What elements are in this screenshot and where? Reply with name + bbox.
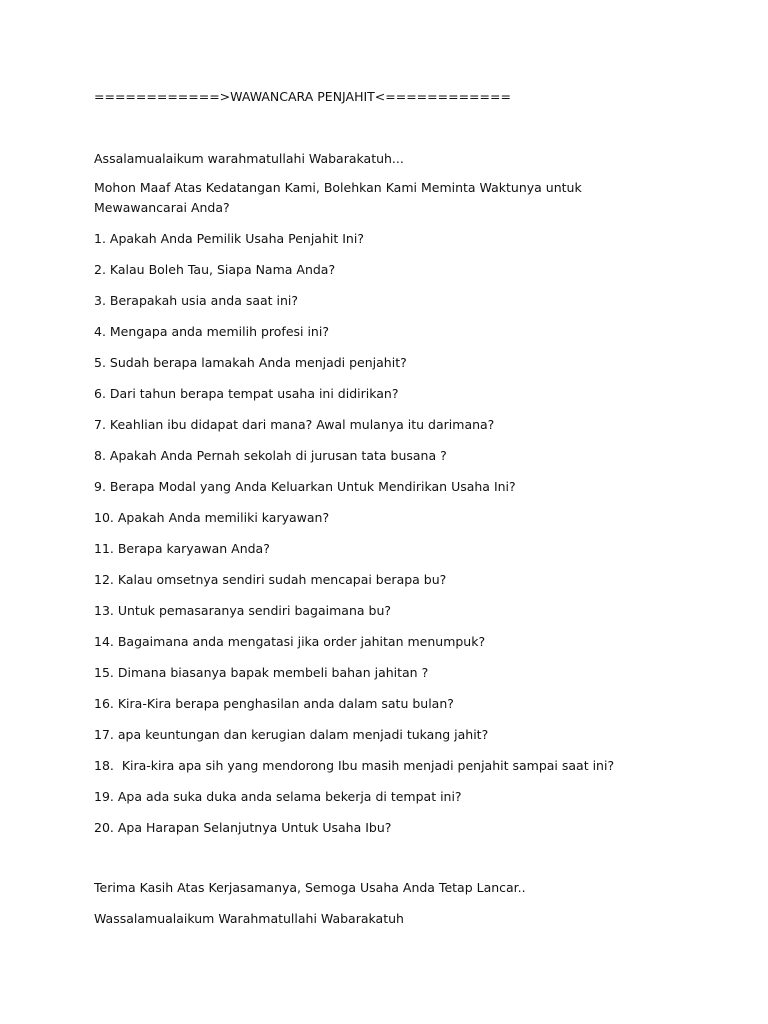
question-item: 11. Berapa karyawan Anda? <box>94 541 270 556</box>
question-item: 6. Dari tahun berapa tempat usaha ini didirikan? <box>94 386 399 401</box>
question-item: 13. Untuk pemasaranya sendiri bagaimana bu? <box>94 603 392 618</box>
question-item: 9. Berapa Modal yang Anda Keluarkan Untuk Mendirikan Usaha Ini? <box>94 479 516 494</box>
question-item: 19. Apa ada suka duka anda selama bekerja di tempat ini? <box>94 789 462 804</box>
question-item: 16. Kira-Kira berapa penghasilan anda dalam satu bulan? <box>94 696 454 711</box>
question-item: 4. Mengapa anda memilih profesi ini? <box>94 324 329 339</box>
question-item: 7. Keahlian ibu didapat dari mana? Awal mulanya itu darimana? <box>94 417 495 432</box>
question-item: 15. Dimana biasanya bapak membeli bahan jahitan ? <box>94 665 429 680</box>
question-item: 17. apa keuntungan dan kerugian dalam menjadi tukang jahit? <box>94 727 489 742</box>
question-item: 18. Kira-kira apa sih yang mendorong Ibu masih menjadi penjahit sampai saat ini? <box>94 758 615 773</box>
question-list <box>94 230 614 850</box>
closing-thanks-text: Terima Kasih Atas Kerjasamanya, Semoga Usaha Anda Tetap Lancar.. <box>94 880 526 895</box>
question-item: 20. Apa Harapan Selanjutnya Untuk Usaha Ibu? <box>94 820 392 835</box>
intro-text: Mohon Maaf Atas Kedatangan Kami, Bolehkan Kami Meminta Waktunya untuk Mewawancarai Anda? <box>94 180 582 215</box>
question-item: 2. Kalau Boleh Tau, Siapa Nama Anda? <box>94 262 336 277</box>
question-item: 8. Apakah Anda Pernah sekolah di jurusan tata busana ? <box>94 448 447 463</box>
question-item: 1. Apakah Anda Pemilik Usaha Penjahit Ini? <box>94 231 364 246</box>
question-item: 12. Kalau omsetnya sendiri sudah mencapai berapa bu? <box>94 572 447 587</box>
document-title: ============>WAWANCARA PENJAHIT<============ <box>94 89 511 104</box>
greeting-text: Assalamualaikum warahmatullahi Wabarakatuh... <box>94 151 404 166</box>
question-item: 14. Bagaimana anda mengatasi jika order jahitan menumpuk? <box>94 634 486 649</box>
closing-salam-text: Wassalamualaikum Warahmatullahi Wabarakatuh <box>94 911 404 926</box>
question-item: 3. Berapakah usia anda saat ini? <box>94 293 299 308</box>
question-item: 5. Sudah berapa lamakah Anda menjadi penjahit? <box>94 355 407 370</box>
question-item: 10. Apakah Anda memiliki karyawan? <box>94 510 330 525</box>
